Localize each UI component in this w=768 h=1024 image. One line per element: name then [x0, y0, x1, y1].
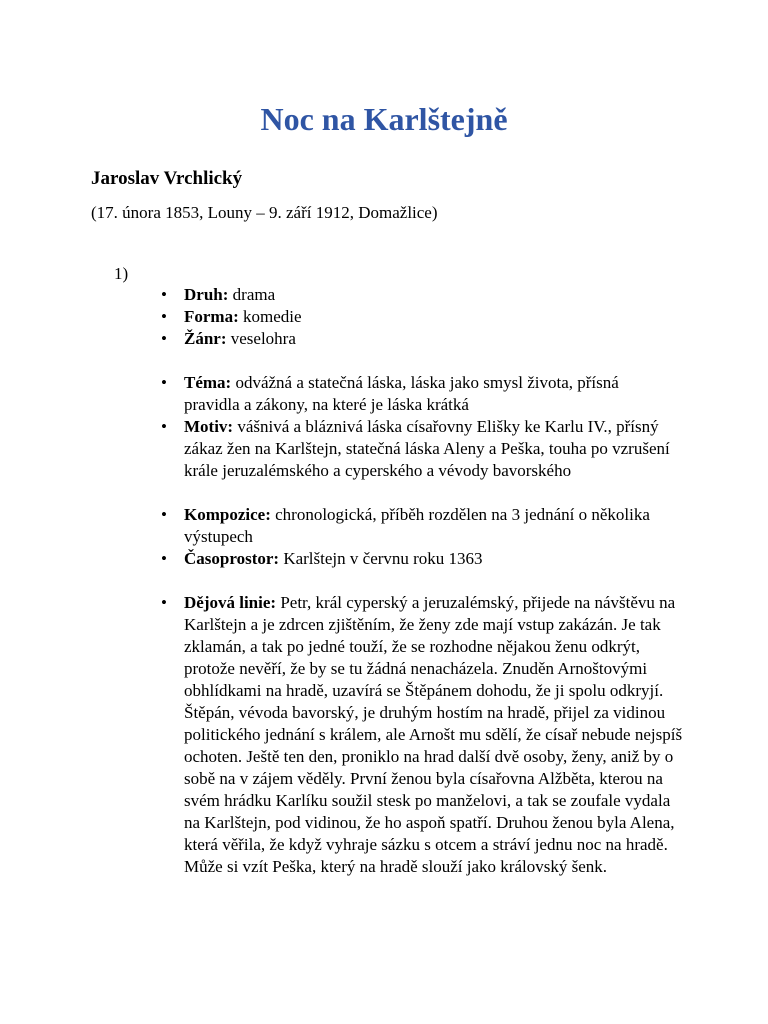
list-item-tema	[161, 372, 674, 416]
item-text: Karlštejn v červnu roku 1363	[279, 549, 483, 568]
section-number: 1)	[114, 264, 129, 283]
list-item-druh	[161, 284, 674, 306]
item-label: Druh:	[184, 285, 229, 304]
item-label: Téma:	[184, 373, 232, 392]
item-text: Petr, král cyperský a jeruzalémský, přijede na návštěvu na Karlštejn a je zdrcen zjištěním, že ženy zde mají vstup zakázán. Je tak zklamán, a tak po jedné touží, že se rozhodne nějakou ženu odkrýt, protože nevěří, že by se tu žádná nenacházela. Znuděn Arnoštovými obhlídkami na hradě, uzavírá se Štěpánem dohodu, že ji spolu odkryjí. Štěpán, vévoda bavorský, je druhým hostím na hradě, přijel za vidinou politického jednání s králem, ale Arnošt mu sdělí, že císař nebude nejspíš ochoten. Ještě ten den, proniklo na hrad další dvě osoby, ženy, aniž by o sobě na v zájem věděly. První ženou byla císařovna Alžběta, kterou na svém hrádku Karlíku soužil stesk po manželovi, a tak se zoufale vydala na Karlštejn, pod vidinou, že ho aspoň spatří. Druhou ženou byla Alena, která věřila, že když vyhraje sázku s otcem a stráví jednu noc na hradě. Může si vzít Peška, který na hradě slouží jako královský šenk.	[184, 593, 683, 876]
list-item-motiv	[161, 416, 674, 482]
item-text: odvážná a statečná láska, láska jako smysl života, přísná pravidla a zákony, na které je láska krátká	[184, 373, 619, 414]
item-label: Kompozice:	[184, 505, 271, 524]
list-item-casoprostor	[161, 548, 674, 570]
list-item-dejova-linie	[161, 592, 684, 878]
item-text: vášnivá a bláznivá láska císařovny Elišky ke Karlu IV., přísný zákaz žen na Karlštejn, statečná láska Aleny a Peška, touha po vzrušení krále jeruzalémského a cyperského a vévody bavorského	[184, 417, 670, 480]
item-text: veselohra	[226, 329, 296, 348]
bullet-list	[161, 284, 721, 878]
item-label: Forma:	[184, 307, 239, 326]
item-label: Časoprostor:	[184, 549, 280, 568]
author-dates: (17. února 1853, Louny – 9. září 1912, Domažlice)	[91, 203, 438, 222]
list-item-forma	[161, 306, 674, 328]
author-name: Jaroslav Vrchlický	[91, 168, 243, 189]
list-item-kompozice	[161, 504, 674, 548]
item-label: Motiv:	[184, 417, 234, 436]
item-text: drama	[228, 285, 276, 304]
item-text: chronologická, příběh rozdělen na 3 jednání o několika výstupech	[184, 505, 650, 546]
list-item-zanr	[161, 328, 674, 350]
item-label: Dějová linie:	[184, 593, 277, 612]
item-label: Žánr:	[184, 329, 227, 348]
document-title: Noc na Karlštejně	[260, 101, 508, 137]
item-text: komedie	[238, 307, 302, 326]
